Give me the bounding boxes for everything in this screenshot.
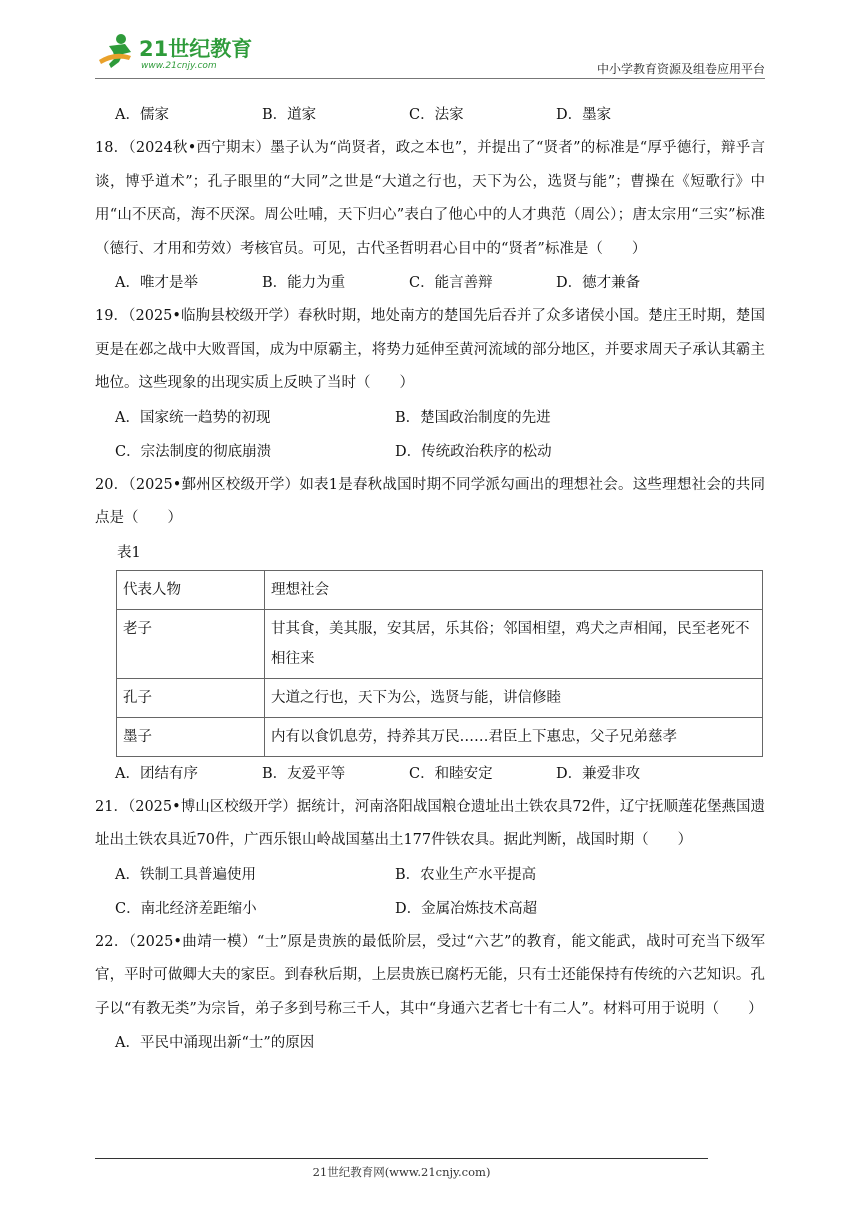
q19-options-row1 xyxy=(95,401,765,435)
q21-options-row1 xyxy=(95,858,765,892)
option-d: D．墨家 xyxy=(556,107,612,123)
table-header-cell: 代表人物 xyxy=(117,570,265,609)
option-b: B．农业生产水平提高 xyxy=(395,866,537,883)
q21-options-row2 xyxy=(95,892,765,926)
q20-options xyxy=(95,757,765,791)
question-content xyxy=(95,98,765,1060)
option-d: D．传统政治秩序的松动 xyxy=(395,443,552,460)
ideal-society-table xyxy=(116,570,763,757)
option-b: B．友爱平等 xyxy=(262,765,346,782)
page-header xyxy=(95,30,765,78)
page-footer: 21世纪教育网(www.21cnjy.com) xyxy=(312,1165,491,1179)
option-c: C．宗法制度的彻底崩溃 xyxy=(115,443,272,460)
question-18: 18．（2024秋•西宁期末）墨子认为“尚贤者，政之本也”，并提出了“贤者”的标准是“厚乎德行，辩乎言谈，博乎道术”；孔子眼里的“大同”之世是“大道之行也，天下为公，选贤与能”；曹操在《短歌行》中用“山不厌高，海不厌深。周公吐哺，天下归心”表白了他心中的人才典范（周公）；唐太宗用“三实”标准（德行、才用和劳效）考核官员。可见，古代圣哲明君心目中的“贤者”标准是（ ） xyxy=(95,140,765,257)
option-a: A．国家统一趋势的初现 xyxy=(115,409,271,426)
question-19: 19．（2025•临朐县校级开学）春秋时期，地处南方的楚国先后吞并了众多诸侯小国。楚庄王时期，楚国更是在邲之战中大败晋国，成为中原霸主，将势力延伸至黄河流域的部分地区，并要求周天子承认其霸主地位。这些现象的出现实质上反映了当时（ ） xyxy=(95,308,765,391)
svg-text:21世纪教育: 21世纪教育 xyxy=(139,37,253,61)
table-cell: 墨子 xyxy=(117,717,265,756)
option-b: B．能力为重 xyxy=(262,275,346,291)
option-c: C．法家 xyxy=(409,107,464,123)
option-b: B．道家 xyxy=(262,107,317,123)
table-header-cell: 理想社会 xyxy=(265,570,763,609)
table-cell: 内有以食饥息劳，持养其万民……君臣上下惠忠，父子兄弟慈孝 xyxy=(265,717,763,756)
option-c: C．和睦安定 xyxy=(409,765,493,782)
q17-options xyxy=(95,98,765,132)
table-row xyxy=(117,717,763,756)
option-a: A．唯才是举 xyxy=(115,275,198,291)
table-row xyxy=(117,609,763,678)
option-d: D．德才兼备 xyxy=(556,275,641,291)
footer-divider xyxy=(95,1158,708,1159)
option-a: A．平民中涌现出新“士”的原因 xyxy=(115,1035,315,1051)
table-cell: 甘其食，美其服，安其居，乐其俗；邻国相望，鸡犬之声相闻，民至老死不相往来 xyxy=(265,609,763,678)
table-row xyxy=(117,678,763,717)
site-name: 中小学教育资源及组卷应用平台 xyxy=(596,62,765,76)
option-b: B．楚国政治制度的先进 xyxy=(395,409,551,426)
q18-options xyxy=(95,266,765,300)
table-caption: 表1 xyxy=(117,544,141,561)
running-man-logo-icon xyxy=(95,32,265,72)
option-a: A．铁制工具普遍使用 xyxy=(115,866,256,883)
option-a: A．团结有序 xyxy=(115,765,198,782)
q19-options-row2 xyxy=(95,435,765,469)
option-d: D．金属冶炼技术高超 xyxy=(395,900,538,917)
table-cell: 老子 xyxy=(117,609,265,678)
table-header-row xyxy=(117,570,763,609)
q22-options xyxy=(95,1026,765,1060)
site-logo xyxy=(95,32,265,72)
svg-text:www.21cnjy.com: www.21cnjy.com xyxy=(141,61,217,71)
option-d: D．兼爱非攻 xyxy=(556,765,641,782)
table-cell: 大道之行也，天下为公，选贤与能，讲信修睦 xyxy=(265,678,763,717)
question-21: 21．（2025•博山区校级开学）据统计，河南洛阳战国粮仓遗址出土铁农具72件，辽宁抚顺莲花堡燕国遗址出土铁农具近70件，广西乐银山岭战国墓出土177件铁农具。据此判断，战国时期（ ） xyxy=(95,798,765,848)
option-c: C．能言善辩 xyxy=(409,275,493,291)
option-c: C．南北经济差距缩小 xyxy=(115,900,257,917)
header-divider xyxy=(95,78,765,79)
question-22: 22．（2025•曲靖一模）“士”原是贵族的最低阶层，受过“六艺”的教育，能文能武，战时可充当下级军官，平时可做卿大夫的家臣。到春秋后期，上层贵族已腐朽无能，只有士还能保持有传统的六艺知识。孔子以“有教无类”为宗旨，弟子多到号称三千人，其中“身通六艺者七十有二人”。材料可用于说明（ ） xyxy=(95,933,765,1017)
table-cell: 孔子 xyxy=(117,678,265,717)
question-20: 20．（2025•鄞州区校级开学）如表1是春秋战国时期不同学派勾画出的理想社会。这些理想社会的共同点是（ ） xyxy=(95,476,765,526)
option-a: A．儒家 xyxy=(115,107,169,123)
